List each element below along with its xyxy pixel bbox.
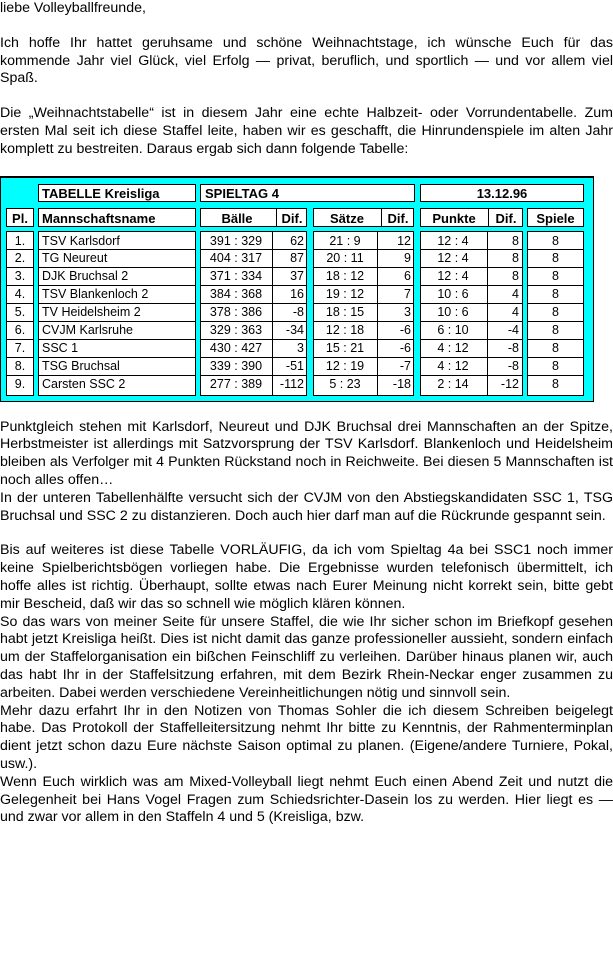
cell-balls: 378 : 386	[209, 305, 263, 320]
cell-sets: 20 : 11	[326, 251, 364, 266]
row-separator	[38, 357, 196, 358]
cell-balls-dif: 16	[290, 287, 304, 302]
row-separator	[200, 249, 307, 250]
cell-place: 4.	[14, 287, 26, 302]
cell-games: 8	[552, 251, 559, 266]
cell-balls-dif: 37	[290, 269, 304, 284]
cell-balls: 384 : 368	[209, 287, 263, 302]
cell-sets: 18 : 15	[325, 305, 365, 320]
cell-team: TV Heidelsheim 2	[42, 305, 141, 320]
row-separator	[200, 339, 307, 340]
cell-points: 12 : 4	[437, 233, 469, 248]
table-date: 13.12.96	[476, 185, 528, 201]
cell-sets: 21 : 9	[329, 233, 361, 248]
cell-sets-dif: 6	[404, 269, 411, 284]
cell-sets-dif: 12	[397, 233, 411, 248]
row-separator	[527, 249, 584, 250]
row-separator	[200, 303, 307, 304]
greeting: liebe Volleyballfreunde,	[0, 0, 146, 16]
cell-games: 8	[552, 305, 559, 320]
cell-team: TSG Bruchsal	[42, 358, 120, 373]
cell-balls: 277 : 389	[209, 376, 263, 391]
column-separator	[381, 208, 382, 227]
cell-sets: 15 : 21	[325, 340, 365, 355]
row-separator	[527, 303, 584, 304]
cell-place: 1.	[14, 233, 26, 248]
cell-team: SSC 1	[42, 340, 79, 355]
row-separator	[527, 267, 584, 268]
row-separator	[200, 267, 307, 268]
row-separator	[420, 339, 523, 340]
header-sets: Sätze Dif.	[313, 208, 414, 227]
row-separator	[313, 249, 414, 250]
cell-games: 8	[552, 269, 559, 284]
header-team: Mannschaftsname	[38, 208, 196, 227]
cell-place: 7.	[14, 340, 26, 355]
row-separator	[38, 303, 196, 304]
cell-team: Carsten SSC 2	[42, 376, 126, 391]
cell-sets-dif: 3	[404, 305, 411, 320]
cell-balls-dif: -112	[279, 376, 304, 391]
cell-balls: 430 : 427	[209, 340, 263, 355]
cell-points-dif: 4	[512, 305, 519, 320]
row-separator	[6, 267, 34, 268]
cell-team: DJK Bruchsal 2	[42, 269, 129, 284]
matchday-box	[200, 184, 415, 202]
paragraph-wishes: Ich hoffe Ihr hattet geruhsame und schöne Weihnachtstage, ich wünsche Euch für das kommende Jahr viel Glück, viel Erfolg — privat, beruflich, und sportlich — und vor allem viel Spaß.	[0, 34, 613, 87]
cell-place: 2.	[14, 251, 26, 266]
row-separator	[6, 285, 34, 286]
cell-place: 9.	[14, 376, 26, 391]
row-separator	[38, 321, 196, 322]
table-title: TABELLE Kreisliga	[42, 185, 160, 201]
row-separator	[313, 303, 414, 304]
paragraph-lower-half: In der unteren Tabellenhälfte versucht sich der CVJM von den Abstiegskandidaten SSC 1, TSG Bruchsal und SSC 2 zu distanzieren. Doch auch hier darf man auf die Rückrunde gespannt sein.	[0, 489, 613, 524]
cell-sets-dif: -18	[392, 376, 411, 391]
cell-balls: 339 : 390	[209, 358, 263, 373]
row-separator	[38, 339, 196, 340]
row-separator	[313, 267, 414, 268]
cell-sets: 18 : 12	[325, 269, 365, 284]
row-separator	[313, 285, 414, 286]
row-separator	[420, 375, 523, 376]
cell-sets-dif: 9	[404, 251, 411, 266]
cell-balls-dif: 62	[290, 233, 304, 248]
row-separator	[420, 249, 523, 250]
cell-points-dif: -4	[507, 323, 519, 338]
row-separator	[527, 285, 584, 286]
cell-points-dif: -8	[507, 358, 519, 373]
row-separator	[527, 375, 584, 376]
cell-team: TSV Blankenloch 2	[42, 287, 149, 302]
row-separator	[38, 375, 196, 376]
row-separator	[313, 339, 414, 340]
cell-points: 4 : 12	[437, 358, 469, 373]
row-separator	[313, 357, 414, 358]
row-separator	[527, 321, 584, 322]
cell-points: 2 : 14	[437, 376, 469, 391]
row-separator	[38, 267, 196, 268]
cell-points: 12 : 4	[437, 251, 469, 266]
cell-place: 6.	[14, 323, 26, 338]
table-title-box	[38, 184, 196, 202]
row-separator	[38, 249, 196, 250]
date-box	[420, 184, 584, 202]
row-separator	[6, 357, 34, 358]
cell-games: 8	[552, 340, 559, 355]
row-separator	[313, 321, 414, 322]
standings-table	[0, 176, 613, 402]
paragraph-kreisliga: So das wars von meiner Seite für unsere Staffel, die wie Ihr sicher schon im Briefkopf gesehen habt jetzt Kreisliga heißt. Dies ist nicht damit das ganze professioneller aussieht, sondern einfach um der Staffelorganisation ein bißchen Feinschliff zu verleihen. Darüber hinaus planen wir, auch das habt Ihr in der Staffelsitzung erfahren, mit dem Bezirk Rhein-Neckar enger zusammen zu arbeiten. Dabei werden verschiedene Vereinheitlichungen nötig und sinnvoll sein.	[0, 613, 613, 701]
row-separator	[200, 375, 307, 376]
cell-games: 8	[552, 323, 559, 338]
cell-points: 12 : 4	[437, 269, 469, 284]
cell-sets: 12 : 19	[325, 358, 365, 373]
cell-place: 3.	[14, 269, 26, 284]
row-separator	[38, 285, 196, 286]
paragraph-leaders: Punktgleich stehen mit Karlsdorf, Neureut und DJK Bruchsal drei Mannschaften an der Spitze, Herbstmeister ist allerdings mit Satzvorsprung der TSV Karlsdorf. Blankenloch und Heidelsheim bleiben als Verfolger mit 4 Punkten Rückstand noch in Reichweite. Bei diesen 5 Mannschaften ist noch alles offen…	[0, 418, 613, 488]
paragraph-provisional: Bis auf weiteres ist diese Tabelle VORLÄUFIG, da ich vom Spieltag 4a bei SSC1 noch immer keine Spielberichtsbögen vorliegen habe. Die Ergebnisse wurden telefonisch übermittelt, ich hoffe alles ist richtig. Überhaupt, sollte etwas nach Eurer Meinung nicht korrekt sein, bitte gebt mir Bescheid, daß wir das so schnell wie möglich klären können.	[0, 542, 613, 612]
paragraph-christmas-table: Die „Weihnachtstabelle“ ist in diesem Jahr eine echte Halbzeit- oder Vorrundentabelle. Zum ersten Mal seit ich diese Staffel leite, haben wir es geschafft, die Hinrundenspiele im alten Jahr komplett zu bestreiten. Daraus ergab sich dann folgende Tabelle:	[0, 105, 613, 157]
cell-sets-dif: -7	[399, 358, 411, 373]
cell-team: CVJM Karlsruhe	[42, 323, 133, 338]
header-points: Punkte Dif.	[420, 208, 523, 227]
row-separator	[420, 285, 523, 286]
cell-points-dif: -12	[500, 376, 519, 391]
matchday: SPIELTAG 4	[205, 185, 279, 201]
cell-balls: 329 : 363	[209, 323, 263, 338]
paragraph-referee: Wenn Euch wirklich was am Mixed-Volleyball liegt nehmt Euch einen Abend Zeit und nutzt die Gelegenheit bei Hans Vogel Fragen zum Schiedsrichter-Dasein los zu werden. Hier liegt es — und zwar vor allem in den Staffeln 4 und 5 (Kreisliga, bzw.	[0, 773, 613, 826]
cell-games: 8	[552, 376, 559, 391]
cell-points-dif: 8	[512, 269, 519, 284]
row-separator	[6, 375, 34, 376]
cell-balls-dif: -8	[292, 305, 304, 320]
row-separator	[420, 303, 523, 304]
row-separator	[527, 339, 584, 340]
row-separator	[420, 321, 523, 322]
row-separator	[200, 285, 307, 286]
header-pl: Pl.	[6, 208, 34, 227]
cell-sets: 19 : 12	[325, 287, 365, 302]
cell-balls: 371 : 334	[209, 269, 263, 284]
cell-points-dif: 8	[512, 233, 519, 248]
cell-balls-dif: -51	[285, 358, 304, 373]
row-separator	[6, 339, 34, 340]
row-separator	[420, 357, 523, 358]
column-separator	[276, 208, 277, 227]
cell-points-dif: 8	[512, 251, 519, 266]
cell-points: 4 : 12	[437, 340, 469, 355]
paragraph-notes: Mehr dazu erfahrt Ihr in den Notizen von Thomas Sohler die ich diesem Schreiben beigelegt habe. Das Protokoll der Staffelleitersitzung nehmt Ihr bitte zu Kenntnis, der Rahmenterminplan dient jetzt schon dazu Eure nächste Saison optimal zu planen. (Eigene/andere Turniere, Pokal, usw.).	[0, 702, 613, 772]
cell-points: 10 : 6	[437, 287, 469, 302]
row-separator	[313, 375, 414, 376]
cell-team: TSV Karlsdorf	[42, 233, 120, 248]
cell-points: 10 : 6	[437, 305, 469, 320]
cell-sets-dif: -6	[399, 323, 411, 338]
cell-sets: 5 : 23	[329, 376, 361, 391]
cell-games: 8	[552, 358, 559, 373]
cell-sets: 12 : 18	[325, 323, 365, 338]
row-separator	[200, 357, 307, 358]
cell-balls-dif: 3	[297, 340, 304, 355]
header-balls: Bälle Dif.	[200, 208, 307, 227]
cell-sets-dif: -6	[399, 340, 411, 355]
row-separator	[527, 357, 584, 358]
cell-place: 8.	[14, 358, 26, 373]
cell-points-dif: 4	[512, 287, 519, 302]
header-games: Spiele	[527, 208, 584, 227]
cell-place: 5.	[14, 305, 26, 320]
cell-team: TG Neureut	[42, 251, 108, 266]
row-separator	[420, 267, 523, 268]
cell-games: 8	[552, 287, 559, 302]
cell-points: 6 : 10	[437, 323, 469, 338]
row-separator	[6, 303, 34, 304]
column-separator	[488, 208, 489, 227]
cell-balls: 404 : 317	[209, 251, 263, 266]
cell-games: 8	[552, 233, 559, 248]
cell-sets-dif: 7	[404, 287, 411, 302]
row-separator	[200, 321, 307, 322]
row-separator	[6, 249, 34, 250]
cell-balls-dif: -34	[285, 323, 304, 338]
row-separator	[6, 321, 34, 322]
cell-balls-dif: 87	[290, 251, 304, 266]
cell-points-dif: -8	[507, 340, 519, 355]
cell-balls: 391 : 329	[209, 233, 263, 248]
